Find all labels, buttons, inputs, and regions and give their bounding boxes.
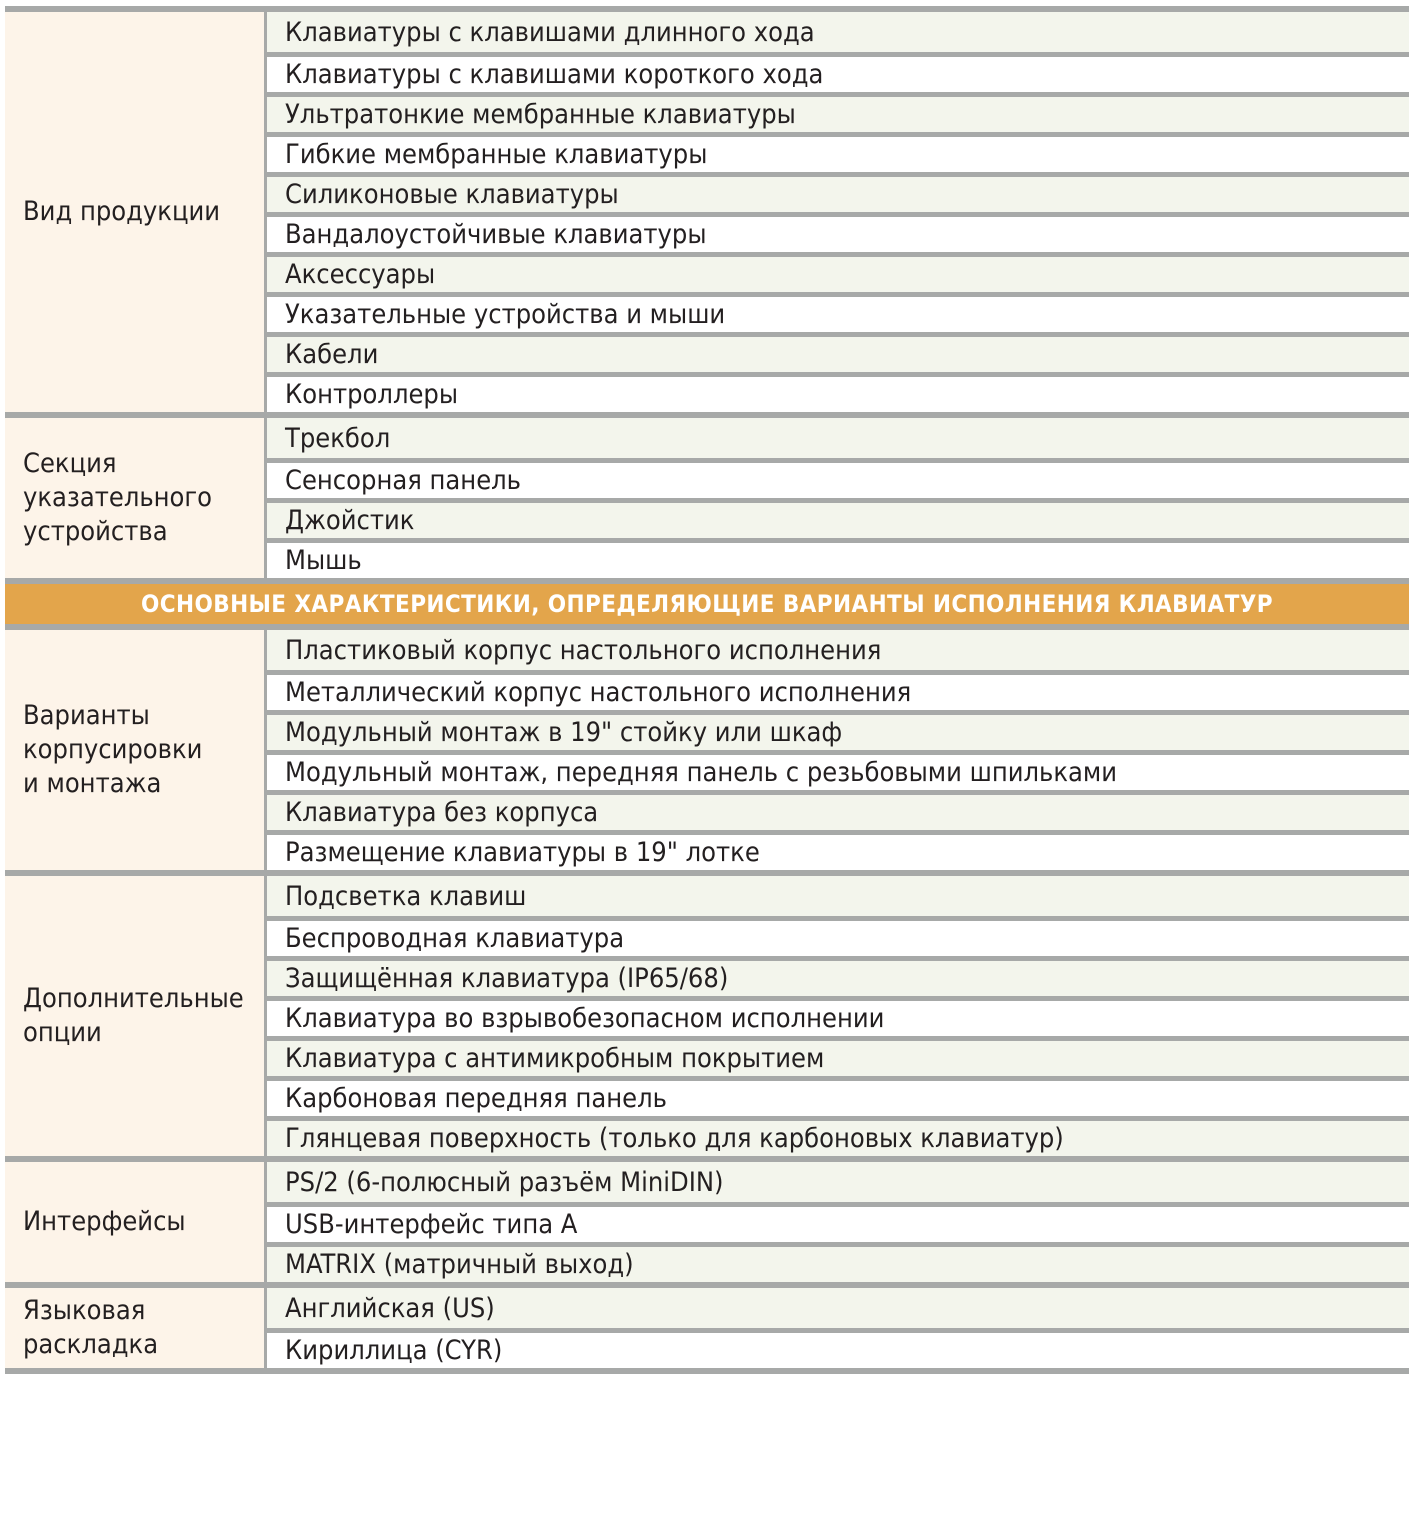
item-list — [267, 1162, 1409, 1282]
category-label: Вид продукции — [23, 196, 221, 227]
category-cell — [5, 1162, 267, 1282]
item-list — [267, 1288, 1409, 1368]
item-cell: Трекбол — [267, 418, 1409, 458]
item-cell: Размещение клавиатуры в 19" лотке — [267, 830, 1409, 870]
item-cell: Вандалоустойчивые клавиатуры — [267, 212, 1409, 252]
item-cell: Ультратонкие мембранные клавиатуры — [267, 92, 1409, 132]
table-group — [5, 630, 1409, 870]
item-cell: Английская (US) — [267, 1288, 1409, 1328]
category-cell — [5, 1288, 267, 1368]
table-group — [5, 876, 1409, 1156]
item-cell: Металлический корпус настольного исполнения — [267, 670, 1409, 710]
section-header: ОСНОВНЫЕ ХАРАКТЕРИСТИКИ, ОПРЕДЕЛЯЮЩИЕ ВАРИАНТЫ ИСПОЛНЕНИЯ КЛАВИАТУР — [5, 584, 1409, 624]
product-table — [5, 6, 1409, 1374]
item-list — [267, 630, 1409, 870]
table-group — [5, 418, 1409, 578]
item-cell: MATRIX (матричный выход) — [267, 1242, 1409, 1282]
category-label: Интерфейсы — [23, 1206, 186, 1237]
item-cell: Аксессуары — [267, 252, 1409, 292]
item-cell: Клавиатуры с клавишами короткого хода — [267, 52, 1409, 92]
item-cell: Клавиатура без корпуса — [267, 790, 1409, 830]
category-cell — [5, 418, 267, 578]
item-list — [267, 418, 1409, 578]
item-cell: Глянцевая поверхность (только для карбоновых клавиатур) — [267, 1116, 1409, 1156]
item-cell: Гибкие мембранные клавиатуры — [267, 132, 1409, 172]
category-label: Языковая раскладка — [23, 1295, 159, 1360]
item-cell: Сенсорная панель — [267, 458, 1409, 498]
item-cell: Кириллица (CYR) — [267, 1328, 1409, 1368]
item-cell: Контроллеры — [267, 372, 1409, 412]
category-cell — [5, 630, 267, 870]
category-label: Секция указательного устройства — [23, 448, 213, 547]
table-group — [5, 12, 1409, 412]
category-cell — [5, 12, 267, 412]
category-cell — [5, 876, 267, 1156]
category-label: Варианты корпусировки и монтажа — [23, 700, 203, 799]
item-cell: Клавиатура с антимикробным покрытием — [267, 1036, 1409, 1076]
item-cell: Указательные устройства и мыши — [267, 292, 1409, 332]
item-cell: Карбоновая передняя панель — [267, 1076, 1409, 1116]
item-cell: Мышь — [267, 538, 1409, 578]
item-cell: Кабели — [267, 332, 1409, 372]
item-cell: Подсветка клавиш — [267, 876, 1409, 916]
item-cell: Защищённая клавиатура (IP65/68) — [267, 956, 1409, 996]
item-cell: Клавиатуры с клавишами длинного хода — [267, 12, 1409, 52]
item-cell: Клавиатура во взрывобезопасном исполнении — [267, 996, 1409, 1036]
item-cell: Беспроводная клавиатура — [267, 916, 1409, 956]
table-group — [5, 1288, 1409, 1368]
table-group — [5, 1162, 1409, 1282]
category-label: Дополнительные опции — [23, 983, 244, 1048]
row-separator — [5, 1368, 1409, 1374]
item-list — [267, 12, 1409, 412]
item-list — [267, 876, 1409, 1156]
item-cell: Силиконовые клавиатуры — [267, 172, 1409, 212]
item-cell: USB-интерфейс типа A — [267, 1202, 1409, 1242]
item-cell: Модульный монтаж, передняя панель с резьбовыми шпильками — [267, 750, 1409, 790]
item-cell: Пластиковый корпус настольного исполнения — [267, 630, 1409, 670]
item-cell: PS/2 (6-полюсный разъём MiniDIN) — [267, 1162, 1409, 1202]
item-cell: Джойстик — [267, 498, 1409, 538]
item-cell: Модульный монтаж в 19" стойку или шкаф — [267, 710, 1409, 750]
